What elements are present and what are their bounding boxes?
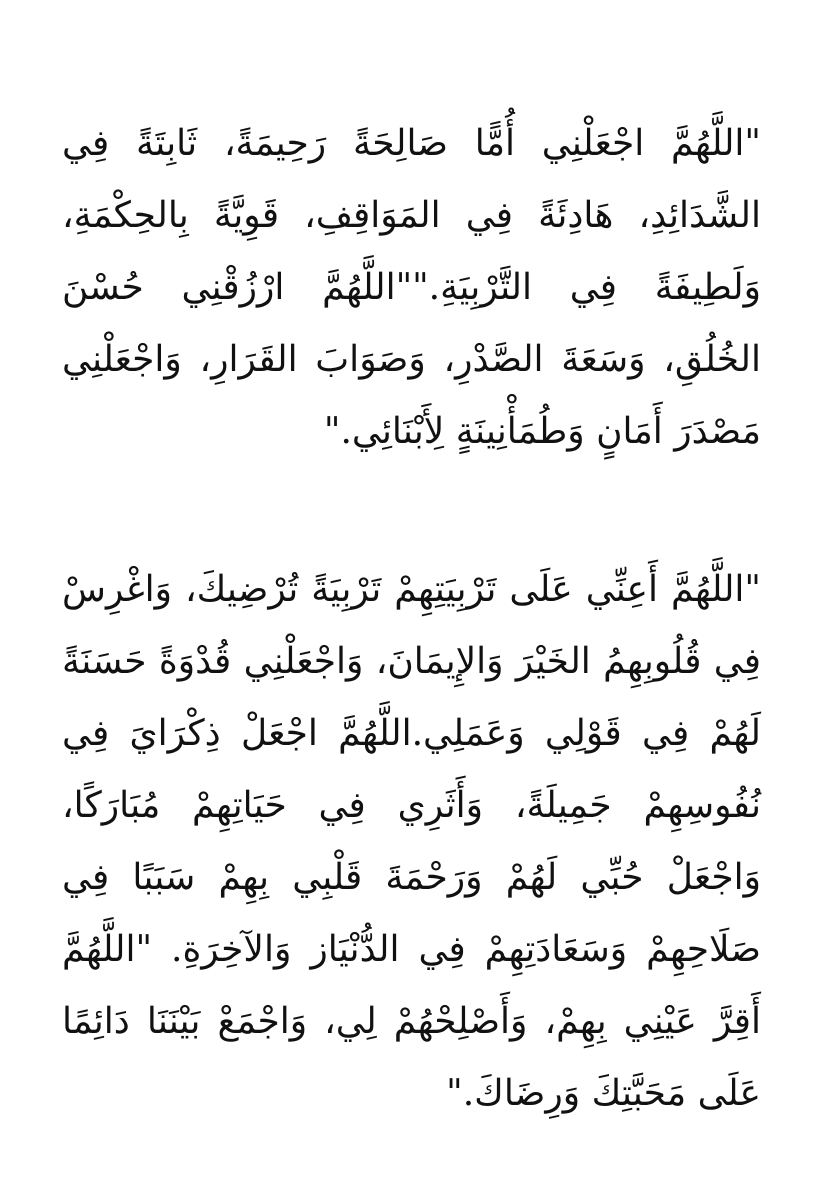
- dua-paragraph-1: "اللَّهُمَّ اجْعَلْنِي أُمًّا صَالِحَةً رَحِيمَةً، ثَابِتَةً فِي الشَّدَائِدِ، هَادِئَةً فِي المَوَاقِفِ، قَوِيَّةً بِالحِكْمَةِ، وَلَطِيفَةً فِي التَّرْبِيَةِ.""اللَّهُمَّ ارْزُقْنِي حُسْنَ الخُلُقِ، وَسَعَةَ الصَّدْرِ، وَصَوَابَ القَرَارِ، وَاجْعَلْنِي مَصْدَرَ أَمَانٍ وَطُمَأْنِينَةٍ لِأَبْنَائِي.": [62, 123, 761, 452]
- dua-paragraph-2: "اللَّهُمَّ أَعِنِّي عَلَى تَرْبِيَتِهِمْ تَرْبِيَةً تُرْضِيكَ، وَاغْرِسْ فِي قُلُوبِهِمُ الخَيْرَ وَالإِيمَانَ، وَاجْعَلْنِي قُدْوَةً حَسَنَةً لَهُمْ فِي قَوْلِي وَعَمَلِي.اللَّهُمَّ اجْعَلْ ذِكْرَايَ فِي نُفُوسِهِمْ جَمِيلَةً، وَأَثَرِي فِي حَيَاتِهِمْ مُبَارَكًا، وَاجْعَلْ حُبِّي لَهُمْ وَرَحْمَةَ قَلْبِي بِهِمْ سَبَبًا فِي صَلَاحِهِمْ وَسَعَادَتِهِمْ فِي الدُّنْيَاز وَالآخِرَةِ. "اللَّهُمَّ أَقِرَّ عَيْنِي بِهِمْ، وَأَصْلِحْهُمْ لِي، وَاجْمَعْ بَيْنَنَا دَائِمًا عَلَى مَحَبَّتِكَ وَرِضَاكَ.": [62, 569, 761, 1114]
